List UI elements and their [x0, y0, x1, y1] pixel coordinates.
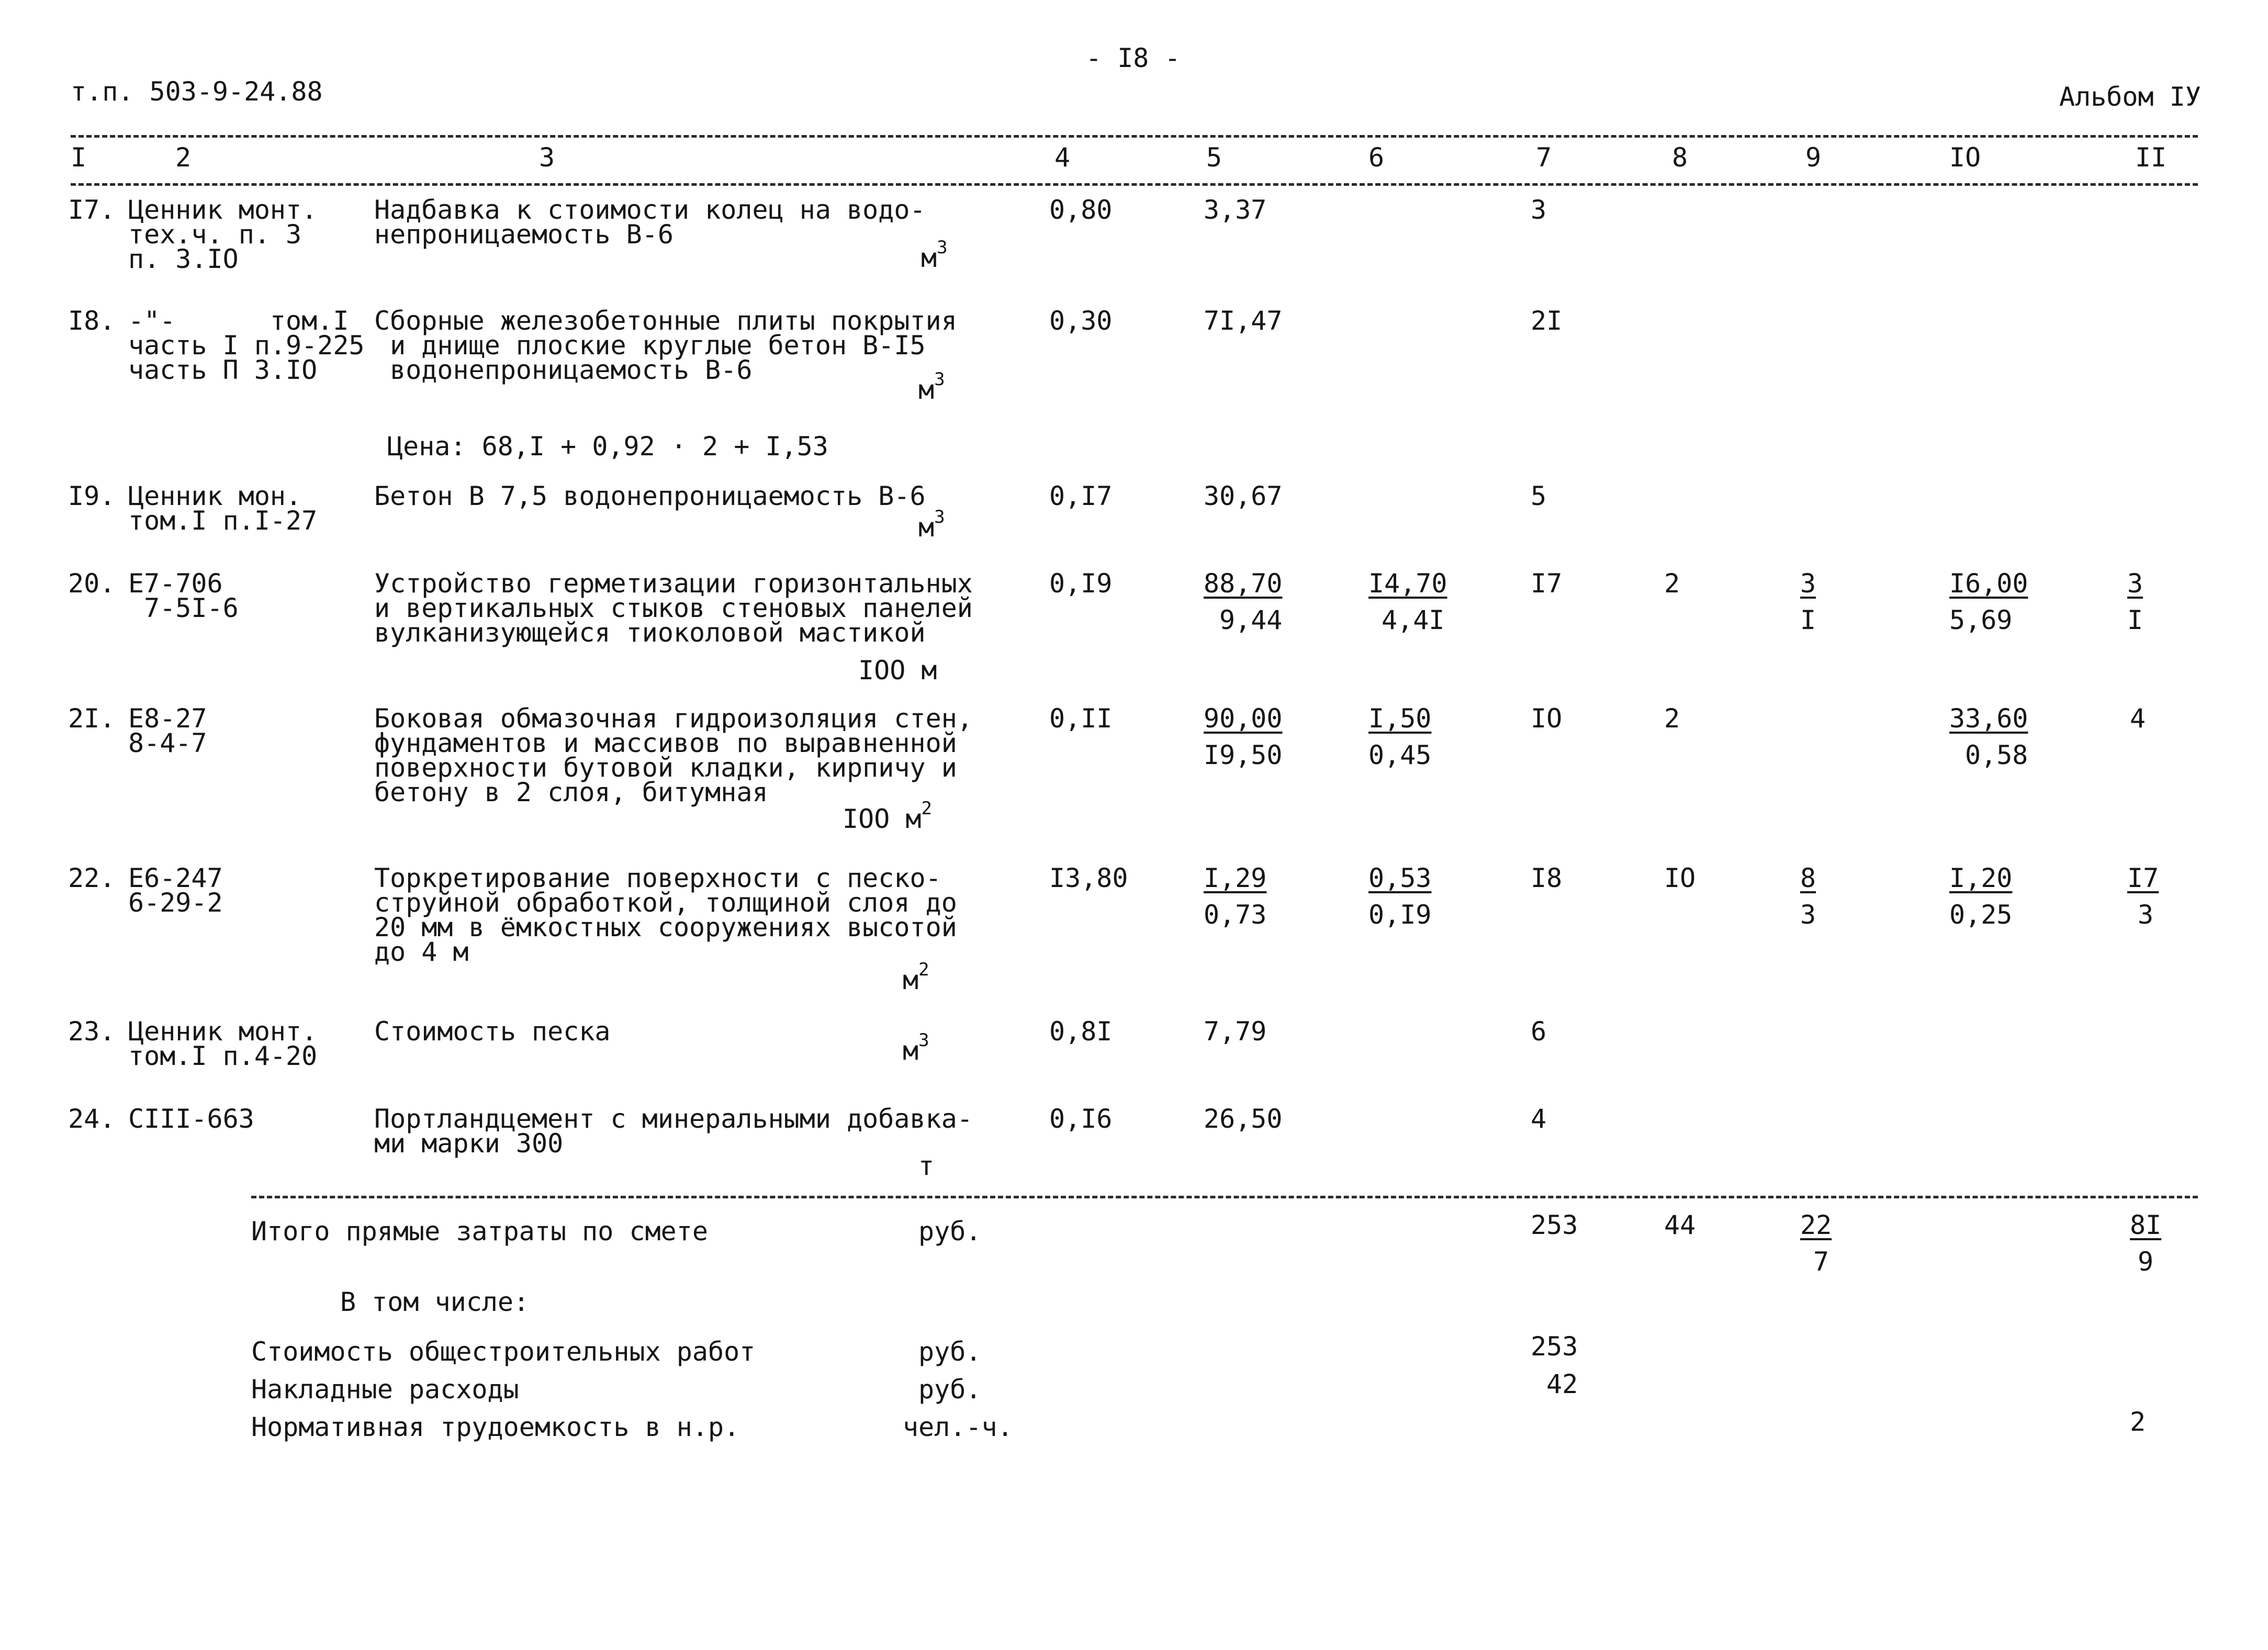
breakdown-unit: чел.-ч.	[903, 1412, 1013, 1442]
machine-cost-value: I4,70	[1368, 568, 1447, 599]
breakdown-labor-value: 2	[2130, 1407, 2146, 1437]
work-description: Надбавка к стоимости колец на водо- непроницаемость В-6	[374, 195, 926, 250]
unit-cost-value: 7,79	[1204, 1016, 1267, 1047]
breakdown-unit: руб.	[918, 1337, 982, 1367]
unit-of-measure: $м^3$	[921, 237, 948, 273]
unit-cost-value: 26,50	[1204, 1104, 1283, 1134]
header-bottom-rule	[71, 183, 2198, 186]
totals-label: Итого прямые затраты по смете	[251, 1216, 708, 1247]
breakdown-label: Стоимость общестроительных работ	[251, 1337, 756, 1367]
labor-total-value: I7	[2127, 863, 2159, 893]
unit-of-measure: IOO $м^2$	[843, 798, 932, 834]
work-description: Портландцемент с минеральными добавка- ми марки 300	[374, 1104, 973, 1159]
total-cost-value: 5	[1531, 481, 1547, 511]
labor-total-value: 4	[2130, 703, 2146, 734]
work-description: Устройство герметизации горизонтальных и вертикальных стыков стеновых панелей вулканизующейся тиоколовой мастикой	[374, 568, 973, 648]
totals-labor-machine-value: 9	[2138, 1247, 2154, 1277]
unit-cost-value: 7I,47	[1204, 306, 1283, 336]
totals-machine-wage-value: 7	[1813, 1247, 1829, 1277]
labor-unit-value: 33,60	[1949, 703, 2028, 734]
quantity-value: 0,I7	[1049, 481, 1113, 511]
breakdown-label: Накладные расходы	[251, 1374, 519, 1405]
price-reference: Ценник монт. том.I п.4-20	[128, 1016, 318, 1071]
unit-wage-value: 0,73	[1204, 900, 1267, 930]
row-number: 23.	[68, 1016, 116, 1047]
labor-unit-machine-value: 0,25	[1949, 900, 2013, 930]
total-wage-value: IO	[1664, 863, 1696, 893]
column-header: 9	[1805, 142, 1822, 173]
album-label: Альбом IУ	[2059, 82, 2201, 112]
column-header: 6	[1368, 142, 1385, 173]
including-heading: В том числе:	[340, 1287, 530, 1317]
document-code: т.п. 503-9-24.88	[71, 76, 323, 107]
unit-wage-value: I9,50	[1204, 740, 1283, 770]
price-reference: Ценник монт. тех.ч. п. 3 п. 3.IO	[128, 195, 318, 274]
total-cost-value: I7	[1531, 568, 1563, 599]
quantity-value: 0,8I	[1049, 1016, 1113, 1047]
total-cost-value: IO	[1531, 703, 1563, 734]
total-cost-value: 3	[1531, 195, 1547, 225]
total-machine-wage-value: 3	[1800, 900, 1816, 930]
row-number: I8.	[68, 306, 116, 336]
unit-of-measure: т	[918, 1151, 935, 1181]
quantity-value: 0,II	[1049, 703, 1113, 734]
column-header: 2	[175, 142, 192, 173]
breakdown-value: 42	[1546, 1369, 1578, 1399]
totals-wage-value: 44	[1664, 1210, 1696, 1240]
price-reference: Е6-247 6-29-2	[128, 863, 223, 918]
breakdown-label: Нормативная трудоемкость в н.р.	[251, 1412, 740, 1442]
price-reference: -"- том.I часть I п.9-225 часть П 3.IO	[128, 306, 365, 385]
row-number: I7.	[68, 195, 116, 225]
total-machine-wage-value: I	[1800, 605, 1816, 635]
column-header: 3	[539, 142, 555, 173]
work-description: Торкретирование поверхности с песко- струйной обработкой, толщиной слоя до 20 мм в ёмкостных сооружениях высотой до 4 м	[374, 863, 957, 967]
machine-wage-value: 0,I9	[1368, 900, 1432, 930]
machine-wage-value: 0,45	[1368, 740, 1432, 770]
unit-cost-value: 88,70	[1204, 568, 1283, 599]
total-machine-value: 8	[1800, 863, 1816, 893]
unit-cost-value: 3,37	[1204, 195, 1267, 225]
quantity-value: 0,30	[1049, 306, 1113, 336]
breakdown-value: 253	[1531, 1331, 1578, 1362]
row-number: I9.	[68, 481, 116, 511]
price-reference: Е8-27 8-4-7	[128, 703, 207, 758]
labor-total-machine-value: I	[2127, 605, 2143, 635]
totals-cost-value: 253	[1531, 1210, 1578, 1240]
machine-wage-value: 4,4I	[1382, 605, 1445, 635]
price-reference: СIII-663	[128, 1104, 254, 1134]
total-cost-value: 4	[1531, 1104, 1547, 1134]
work-description: Стоимость песка	[374, 1016, 611, 1047]
column-header: 5	[1206, 142, 1222, 173]
work-description: Сборные железобетонные плиты покрытия и днище плоские круглые бетон В-I5 водонепроницаемость В-6	[374, 306, 957, 385]
total-cost-value: I8	[1531, 863, 1563, 893]
total-cost-value: 6	[1531, 1016, 1547, 1047]
column-header: 7	[1536, 142, 1552, 173]
row-number: 22.	[68, 863, 116, 893]
work-description: Бетон В 7,5 водонепроницаемость В-6	[374, 481, 926, 511]
unit-cost-value: 90,00	[1204, 703, 1283, 734]
price-reference: Е7-706 7-5I-6	[128, 568, 239, 623]
row-number: 24.	[68, 1104, 116, 1134]
page-number: - I8 -	[1086, 43, 1181, 73]
price-reference: Ценник мон. том.I п.I-27	[128, 481, 318, 536]
quantity-value: 0,I9	[1049, 568, 1113, 599]
unit-of-measure: $м^2$	[903, 959, 929, 995]
total-cost-value: 2I	[1531, 306, 1563, 336]
unit-wage-value: 9,44	[1219, 605, 1283, 635]
price-formula: Цена: 68,I + 0,92 · 2 + I,53	[387, 431, 828, 462]
totals-unit: руб.	[918, 1216, 982, 1247]
unit-of-measure: $м^3$	[903, 1030, 929, 1066]
unit-of-measure: $м^3$	[918, 507, 945, 543]
quantity-value: I3,80	[1049, 863, 1128, 893]
row-number: 2I.	[68, 703, 116, 734]
column-header: II	[2135, 142, 2167, 173]
quantity-value: 0,I6	[1049, 1104, 1113, 1134]
unit-of-measure: $м^3$	[918, 369, 945, 405]
breakdown-unit: руб.	[918, 1374, 982, 1405]
unit-cost-value: I,29	[1204, 863, 1267, 893]
total-wage-value: 2	[1664, 703, 1680, 734]
labor-unit-value: I,20	[1949, 863, 2013, 893]
labor-unit-machine-value: 0,58	[1965, 740, 2028, 770]
column-header: 4	[1054, 142, 1071, 173]
row-number: 20.	[68, 568, 116, 599]
unit-of-measure: IOO м	[858, 655, 937, 686]
labor-total-value: 3	[2127, 568, 2143, 599]
machine-cost-value: I,50	[1368, 703, 1432, 734]
column-header: I	[71, 142, 87, 173]
totals-machine-value: 22	[1800, 1210, 1832, 1240]
total-wage-value: 2	[1664, 568, 1680, 599]
unit-cost-value: 30,67	[1204, 481, 1283, 511]
quantity-value: 0,80	[1049, 195, 1113, 225]
machine-cost-value: 0,53	[1368, 863, 1432, 893]
column-header: 8	[1672, 142, 1688, 173]
labor-total-machine-value: 3	[2138, 900, 2154, 930]
column-header: IO	[1949, 142, 1981, 173]
total-machine-value: 3	[1800, 568, 1816, 599]
totals-rule	[251, 1196, 2198, 1198]
labor-unit-value: I6,00	[1949, 568, 2028, 599]
work-description: Боковая обмазочная гидроизоляция стен, фундаментов и массивов по выравненной поверхности бутовой кладки, кирпичу и бетону в 2 слоя, битумная	[374, 703, 973, 807]
header-top-rule	[71, 135, 2198, 138]
labor-unit-machine-value: 5,69	[1949, 605, 2013, 635]
totals-labor-value: 8I	[2130, 1210, 2162, 1240]
